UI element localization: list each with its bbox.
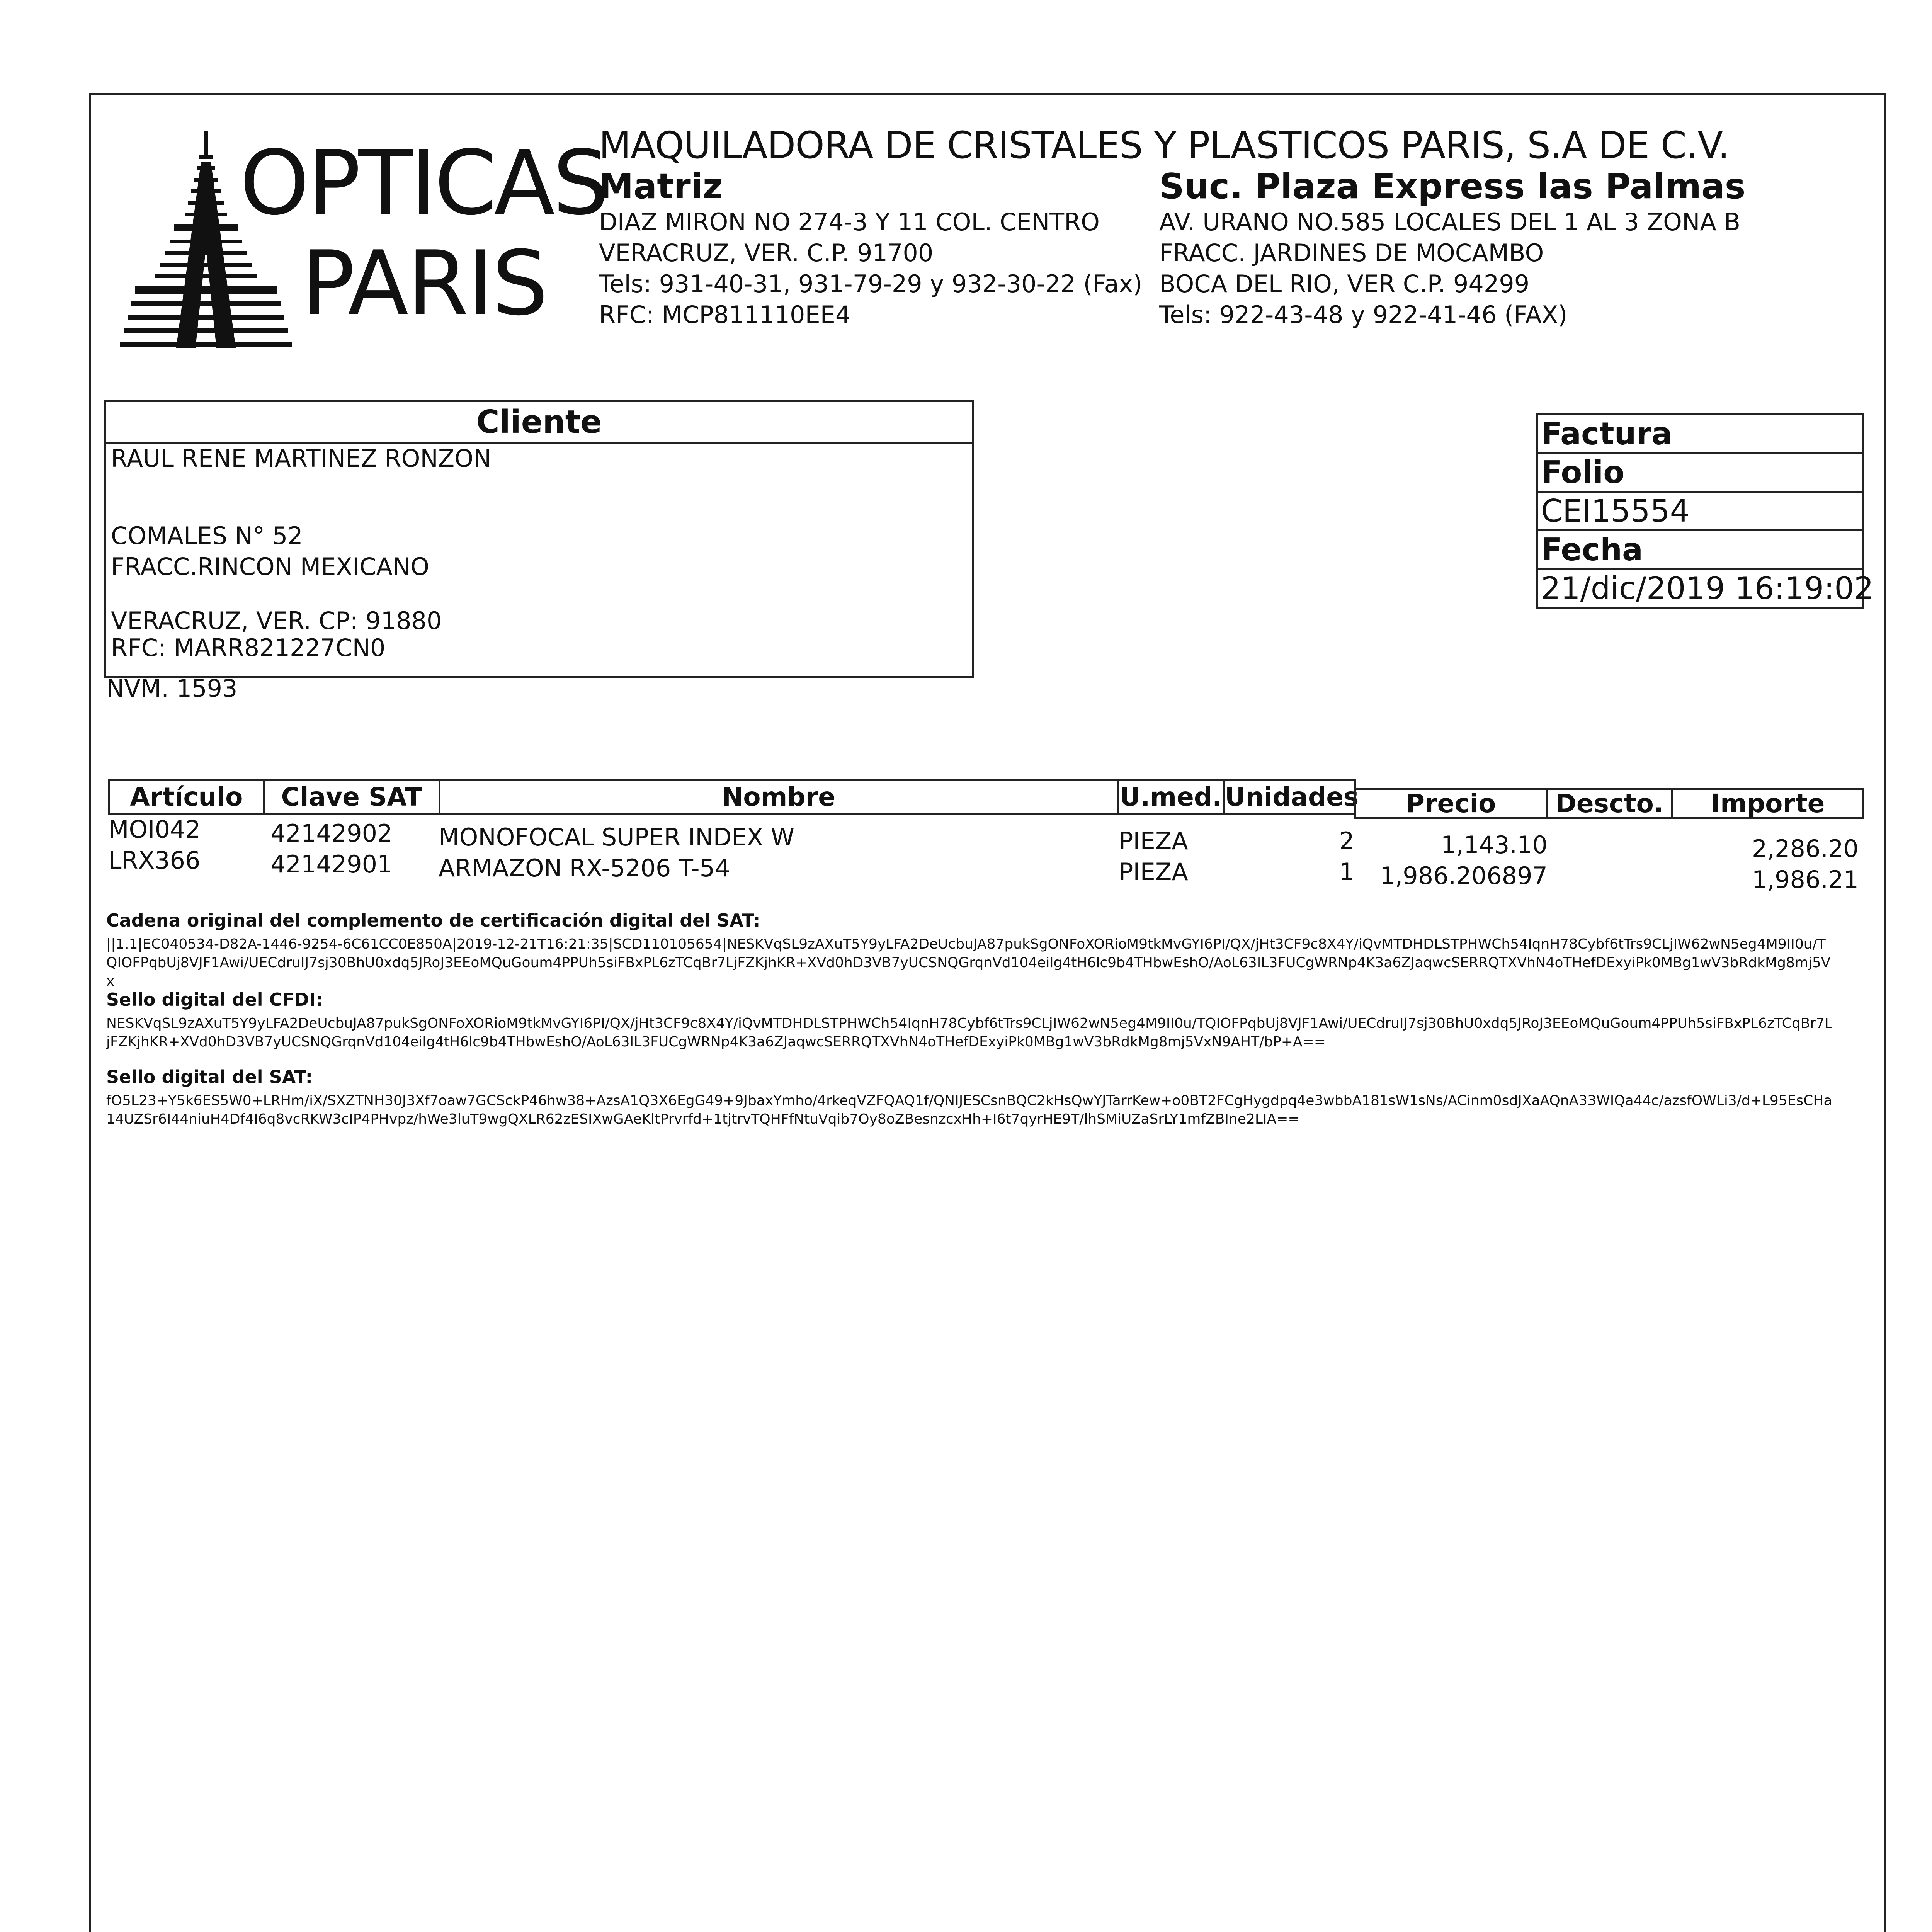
row2-umed: PIEZA <box>1119 858 1188 886</box>
sello-cfdi-label: Sello digital del CFDI: <box>106 989 323 1010</box>
matriz-line: RFC: MCP811110EE4 <box>599 301 851 329</box>
factura-label: Factura <box>1536 413 1864 452</box>
matriz-line: Tels: 931-40-31, 931-79-29 y 932-30-22 (Fax) <box>599 270 1143 298</box>
cliente-box <box>104 400 974 678</box>
matriz-address <box>599 166 1142 330</box>
sello-sat-label: Sello digital del SAT: <box>106 1066 313 1087</box>
col-header-importe: Importe <box>1671 788 1864 819</box>
matriz-line: DIAZ MIRON NO 274-3 Y 11 COL. CENTRO <box>599 208 1100 236</box>
sello-sat-text: fO5L23+Y5k6ES5W0+LRHm/iX/SXZTNH30J3Xf7oaw7GCSckP46hw38+AzsA1Q3X6EgG49+9JbaxYmho/4rkeqVZFQAQ1f/QNIJESCsnBQC2kHsQwYJTarrKew+o0BT2FCgHygdpq4e3wbbA181sW1sNs/ACinm0sdJXaAQnA33WIQa44c/azsfOWLi3/d+L95EsCHa14UZSr6I44niuH4Df4I6q8vcRKW3cIP4PHvpz/hWe3luT9wgQXLR62zESIXwGAeKltPrvrfd+1tjtrvTQHFfNtuVqib7Oy8oZBesnzcxHh+I6t7qyrHE9T/lhSMiUZaSrLY1mfZBIne2LIA== <box>106 1093 1832 1127</box>
cadena-original-text: ||1.1|EC040534-D82A-1446-9254-6C61CC0E850A|2019-12-21T16:21:35|SCD110105654|NESKVqSL9zAXuT5Y9yLFA2DeUcbuJA87pukSgONFoXORioM9tkMvGYI6PI/QX/jHt3CF9c8X4Y/iQvMTDHDLSTPHWCh54IqnH78Cybf6tTrs9CLjIW62wN5eg4M9II0u/TQIOFPqbUj8VJF1Awi/UECdruIJ7sj30BhU0xdq5JRoJ3EEoMQuGoum4PPUh5siFBxPL6zTCqBr7LjFZKjhKR+XVd0hD3VB7yUCSNQGrqnVd104eilg4tH6lc9b4THbwEshO/AoL63IL3FUCgWRNp4K3a6ZJaqwcSERRQTXVhN4oTHefDExyiPk0MBg1wV3bRdkMg8mj5Vx <box>106 936 1831 989</box>
logo-text: OPTICAS <box>240 132 607 235</box>
row2-nombre: ARMAZON RX-5206 T-54 <box>439 854 730 882</box>
row2-clave: 42142901 <box>270 850 393 878</box>
row1-clave: 42142902 <box>270 819 393 847</box>
row1-nombre: MONOFOCAL SUPER INDEX W <box>439 823 795 851</box>
page-frame <box>89 93 1886 1932</box>
sucursal-line: AV. URANO NO.585 LOCALES DEL 1 AL 3 ZONA B <box>1159 208 1741 236</box>
matriz-title: Matriz <box>599 166 723 207</box>
nvm-number: NVM. 1593 <box>106 674 238 702</box>
row2-importe: 1,986.21 <box>1752 866 1859 894</box>
sucursal-address <box>1159 166 1745 330</box>
sucursal-title: Suc. Plaza Express las Palmas <box>1159 166 1746 207</box>
col-header-umed: U.med. <box>1117 779 1225 815</box>
cliente-heading: Cliente <box>106 402 972 444</box>
col-header-precio: Precio <box>1354 788 1548 819</box>
matriz-line: VERACRUZ, VER. C.P. 91700 <box>599 239 934 267</box>
company-name: MAQUILADORA DE CRISTALES Y PLASTICOS PARIS, S.A DE C.V. <box>599 124 1730 167</box>
sucursal-line: FRACC. JARDINES DE MOCAMBO <box>1159 239 1544 267</box>
sello-cfdi-text: NESKVqSL9zAXuT5Y9yLFA2DeUcbuJA87pukSgONFoXORioM9tkMvGYI6PI/QX/jHt3CF9c8X4Y/iQvMTDHDLSTPHWCh54IqnH78Cybf6tTrs9CLjIW62wN5eg4M9II0u/TQIOFPqbUj8VJF1Awi/UECdruIJ7sj30BhU0xdq5JRoJ3EEoMQuGoum4PPUh5siFBxPL6zTCqBr7LjFZKjhKR+XVd0hD3VB7yUCSNQGrqnVd104eilg4tH6lc9b4THbwEshO/AoL63IL3FUCgWRNp4K3a6ZJaqwcSERRQTXVhN4oTHefDExyiPk0MBg1wV3bRdkMg8mj5VxN9AHT/bP+A== <box>106 1015 1833 1050</box>
col-header-unidades: Unidades <box>1223 779 1356 815</box>
cliente-rfc: RFC: MARR821227CN0 <box>111 634 386 662</box>
row2-articulo: LRX366 <box>108 846 201 874</box>
fecha-value: 21/dic/2019 16:19:02 <box>1536 568 1864 609</box>
cadena-original-label: Cadena original del complemento de certificación digital del SAT: <box>106 910 760 931</box>
col-header-articulo: Artículo <box>108 779 265 815</box>
folio-value: CEI15554 <box>1536 491 1864 529</box>
opticas-paris-logo <box>120 131 607 363</box>
row1-articulo: MOI042 <box>108 815 201 844</box>
cliente-street: COMALES N° 52 <box>111 522 303 550</box>
sucursal-line: Tels: 922-43-48 y 922-41-46 (FAX) <box>1159 301 1568 329</box>
fecha-label: Fecha <box>1536 529 1864 568</box>
cliente-city: VERACRUZ, VER. CP: 91880 <box>111 607 442 635</box>
row1-umed: PIEZA <box>1119 827 1188 855</box>
sucursal-line: BOCA DEL RIO, VER C.P. 94299 <box>1159 270 1530 298</box>
row2-precio: 1,986.206897 <box>1380 862 1548 890</box>
row1-unidades: 2 <box>1339 827 1354 855</box>
row1-precio: 1,143.10 <box>1440 831 1548 859</box>
cliente-name: RAUL RENE MARTINEZ RONZON <box>111 444 492 473</box>
col-header-clave: Clave SAT <box>263 779 440 815</box>
row1-importe: 2,286.20 <box>1752 835 1859 863</box>
folio-label: Folio <box>1536 452 1864 491</box>
cliente-colony: FRACC.RINCON MEXICANO <box>111 553 430 581</box>
row2-unidades: 1 <box>1339 858 1354 886</box>
col-header-descto: Descto. <box>1546 788 1673 819</box>
logo-text-paris: PARIS <box>301 232 547 335</box>
col-header-nombre: Nombre <box>439 779 1119 815</box>
factura-box <box>1536 413 1874 609</box>
